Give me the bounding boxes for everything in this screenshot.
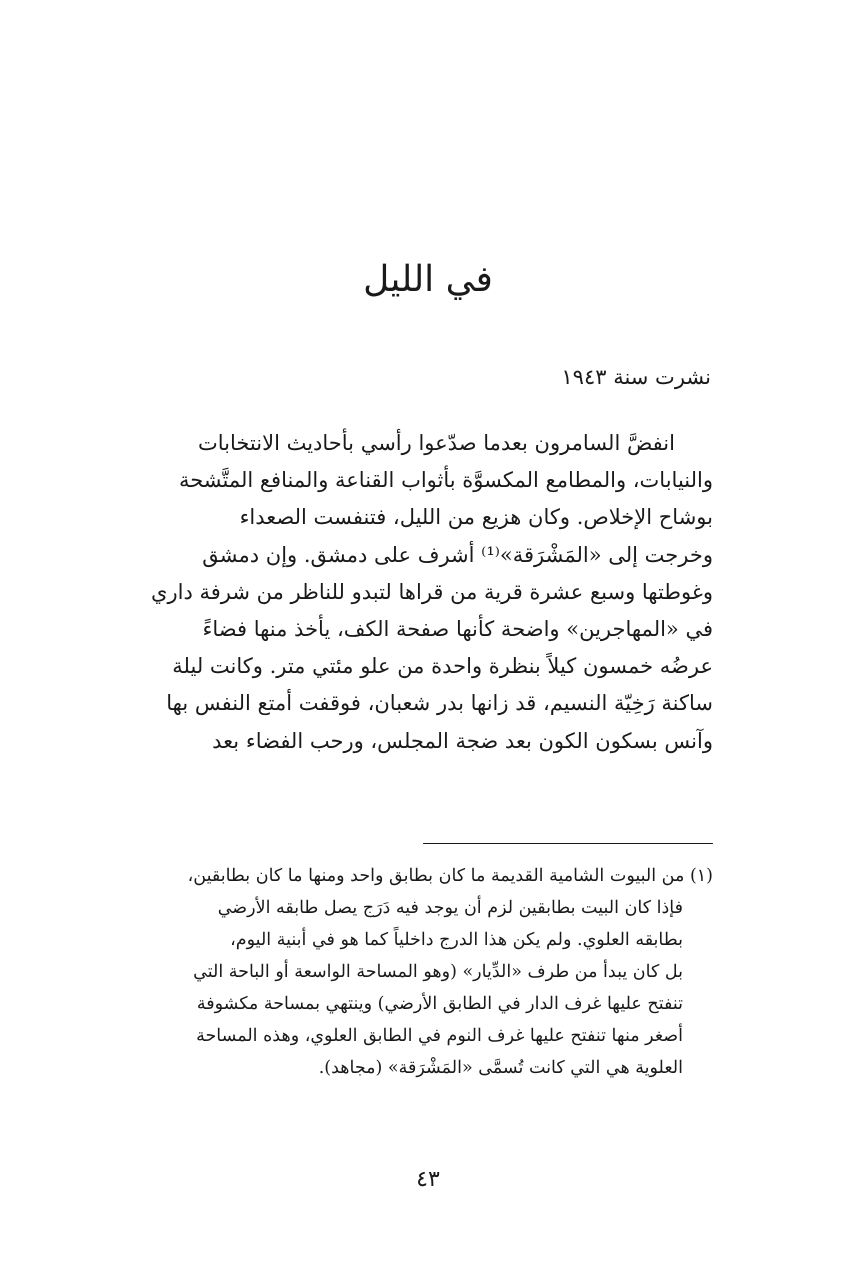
chapter-title: في الليل: [363, 259, 493, 300]
footnote-line: (١) من البيوت الشامية القديمة ما كان بطابق واحد ومنها ما كان بطابقين،: [187, 866, 713, 886]
body-line: وخرجت إلى «المَشْرَقة»⁽¹⁾ أشرف على دمشق. وإن دمشق: [202, 542, 713, 567]
publication-note: نشرت سنة ١٩٤٣: [561, 365, 711, 389]
page-number: ٤٣: [416, 1167, 440, 1192]
footnote-line: أصغر منها تنفتح عليها غرف النوم في الطابق العلوي، وهذه المساحة: [196, 1026, 683, 1046]
footnote-line: فإذا كان البيت بطابقين لزم أن يوجد فيه دَرَج يصل طابقه الأرضي: [217, 898, 683, 918]
body-line: عرضُه خمسون كيلاً بنظرة واحدة من علو مئتي متر. وكانت ليلة: [172, 654, 713, 679]
footnote-line: تنفتح عليها غرف الدار في الطابق الأرضي) وينتهي بمساحة مكشوفة: [196, 994, 683, 1014]
footnote-line: بل كان يبدأ من طرف «الدِّيار» (وهو المساحة الواسعة أو الباحة التي: [193, 962, 683, 982]
body-line: ساكنة رَخِيّة النسيم، قد زانها بدر شعبان، فوقفت أمتع النفس بها: [166, 691, 713, 716]
footnote-line: بطابقه العلوي. ولم يكن هذا الدرج داخلياً كما هو في أبنية اليوم،: [230, 930, 683, 950]
body-line: انفضَّ السامرون بعدما صدّعوا رأسي بأحاديث الانتخابات: [197, 431, 675, 455]
body-paragraph: [143, 425, 713, 760]
footnote-line: العلوية هي التي كانت تُسمَّى «المَشْرَقة» (مجاهد).: [318, 1058, 683, 1078]
body-line: وغوطتها وسبع عشرة قرية من قراها لتبدو للناظر من شرفة داري: [151, 579, 713, 604]
body-line: بوشاح الإخلاص. وكان هزيع من الليل، فتنفست الصعداء: [239, 505, 713, 530]
footnote: [143, 860, 713, 1084]
footnote-divider: [423, 843, 713, 844]
body-line: في «المهاجرين» واضحة كأنها صفحة الكف، يأخذ منها فضاءً: [202, 616, 713, 641]
body-line: وآنس بسكون الكون بعد ضجة المجلس، ورحب الفضاء بعد: [212, 728, 713, 753]
body-line: والنيابات، والمطامع المكسوَّة بأثواب القناعة والمنافع المتَّشحة: [178, 468, 713, 493]
